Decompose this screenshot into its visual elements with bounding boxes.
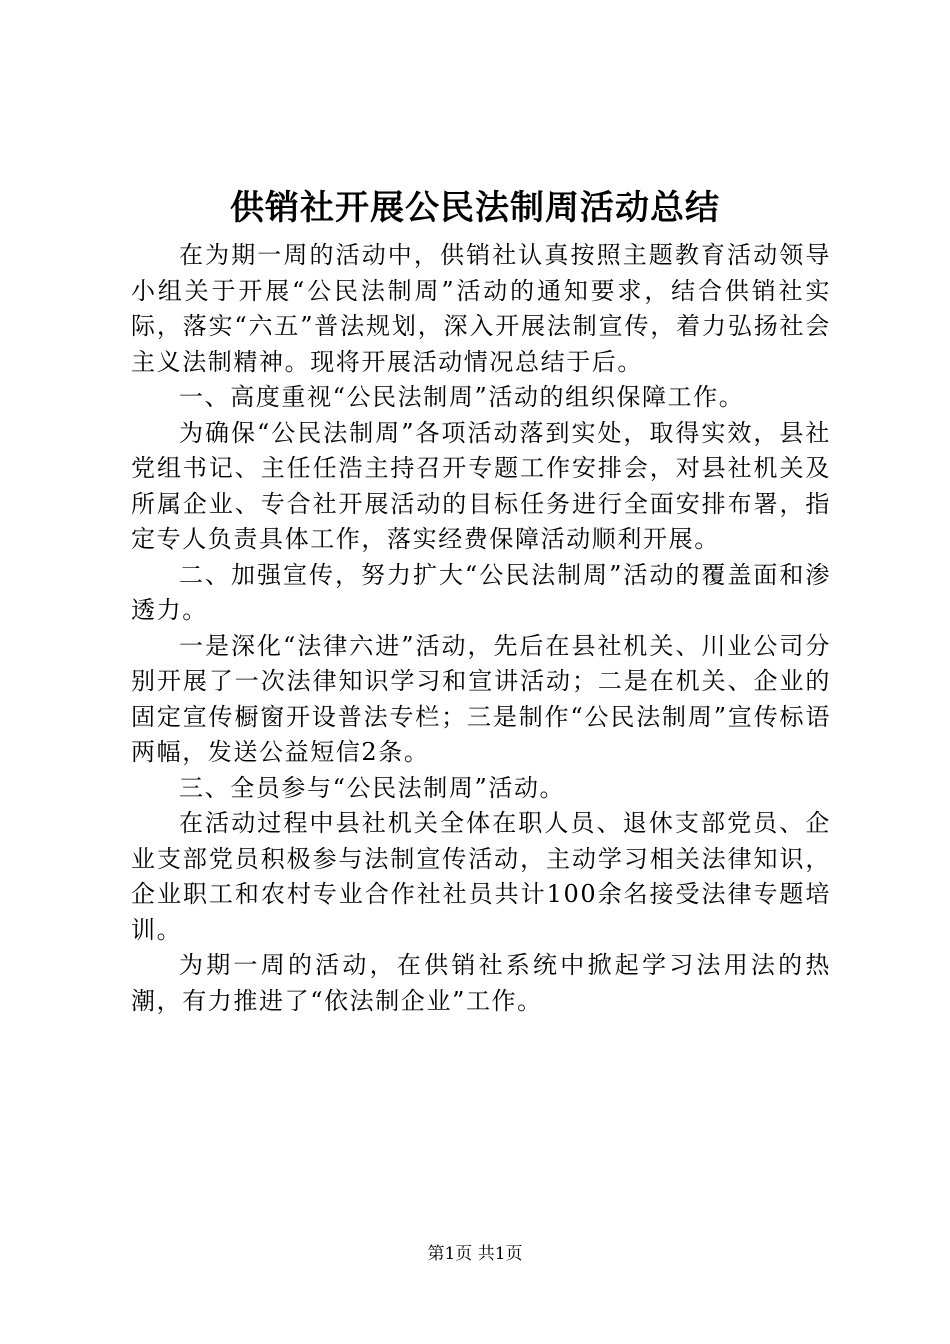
document-title: 供销社开展公民法制周活动总结 (230, 188, 720, 228)
paragraph-section-3: 在活动过程中县社机关全体在职人员、退休支部党员、企业支部党员积极参与法制宣传活动，主动学习相关法律知识，企业职工和农村专业合作社社员共计100余名接受法律专题培训。 (131, 809, 831, 944)
paragraph-conclusion: 为期一周的活动，在供销社系统中掀起学习法用法的热潮，有力推进了“依法制企业”工作。 (131, 951, 831, 1015)
paragraph-section-2: 一是深化“法律六进”活动，先后在县社机关、川业公司分别开展了一次法律知识学习和宣讲活动；二是在机关、企业的固定宣传橱窗开设普法专栏；三是制作“公民法制周”宣传标语两幅，发送公益短信2条。 (131, 631, 831, 766)
section-heading-2: 二、加强宣传，努力扩大“公民法制周”活动的覆盖面和渗透力。 (131, 560, 831, 624)
section-heading-1: 一、高度重视“公民法制周”活动的组织保障工作。 (179, 383, 745, 411)
paragraph-intro: 在为期一周的活动中，供销社认真按照主题教育活动领导小组关于开展“公民法制周”活动的通知要求，结合供销社实际，落实“六五”普法规划，深入开展法制宣传，着力弘扬社会主义法制精神。现将开展活动情况总结于后。 (131, 241, 831, 376)
page-footer: 第1页 共1页 (427, 1244, 523, 1264)
paragraph-section-1: 为确保“公民法制周”各项活动落到实处，取得实效，县社党组书记、主任任浩主持召开专题工作安排会，对县社机关及所属企业、专合社开展活动的目标任务进行全面安排布署，指定专人负责具体工作，落实经费保障活动顺利开展。 (131, 418, 831, 553)
section-heading-3: 三、全员参与“公民法制周”活动。 (179, 773, 566, 802)
document-body (131, 238, 831, 1019)
